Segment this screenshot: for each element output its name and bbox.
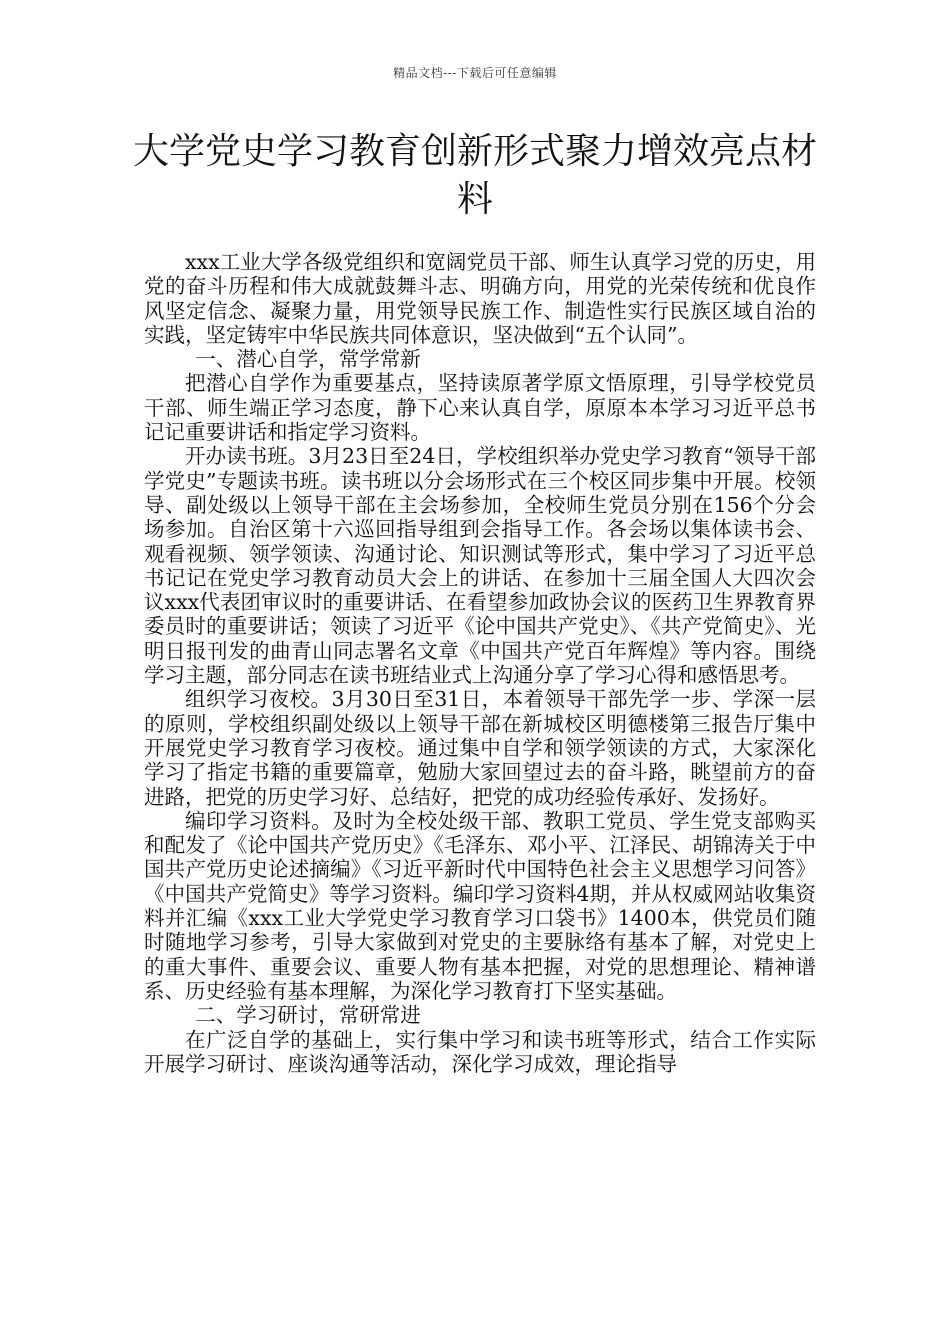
document-title: 大学党史学习教育创新形式聚力增效亮点材料 — [132, 131, 817, 220]
paragraph-intro: xxx工业大学各级党组织和宽阔党员干部、师生认真学习党的历史，用党的奋斗历程和伟大成就鼓舞斗志、明确方向，用党的光荣传统和优良作风坚定信念、凝聚力量，用党领导民族工作、制造性实行民族区域自治的实践，坚定铸牢中华民族共同体意识，坚决做到“五个认同”。 — [144, 250, 816, 347]
header-note: 精品文档---下载后可任意编辑 — [393, 66, 557, 80]
paragraph-self-study: 把潜心自学作为重要基点，坚持读原著学原文悟原理，引导学校党员干部、师生端正学习态度，静下心来认真自学，原原本本学习习近平总书记记重要讲话和指定学习资料。 — [144, 371, 816, 445]
section-heading-1: 一、潜心自学，常学常新 — [195, 347, 421, 372]
paragraph-night-school: 组织学习夜校。3月30日至31日，本着领导干部先学一步、学深一层的原则，学校组织副处级以上领导干部在新城校区明德楼第三报告厅集中开展党史学习教育学习夜校。通过集中自学和领学领读的方式，大家深化学习了指定书籍的重要篇章，勉励大家回望过去的奋斗路，眺望前方的奋进路，把党的历史学习好、总结好，把党的成功经验传承好、发扬好。 — [144, 687, 816, 809]
section-heading-2: 二、学习研讨，常研常进 — [195, 1003, 421, 1028]
paragraph-study-materials: 编印学习资料。及时为全校处级干部、教职工党员、学生党支部购买和配发了《论中国共产党历史》《毛泽东、邓小平、江泽民、胡锦涛关于中国共产党历史论述摘编》《习近平新时代中国特色社会主义思想学习问答》《中国共产党简史》等学习资料。编印学习资料4期，并从权威网站收集资料并汇编《xxx工业大学党史学习教育学习口袋书》1400本，供党员们随时随地学习参考，引导大家做到对党史的主要脉络有基本了解，对党史上的重大事件、重要会议、重要人物有基本把握，对党的思想理论、精神谱系、历史经验有基本理解，为深化学习教育打下坚实基础。 — [144, 808, 816, 1003]
document-body — [144, 250, 816, 1076]
paragraph-research: 在广泛自学的基础上，实行集中学习和读书班等形式，结合工作实际开展学习研讨、座谈沟通等活动，深化学习成效，理论指导 — [144, 1027, 816, 1076]
paragraph-reading-class: 开办读书班。3月23日至24日，学校组织举办党史学习教育“领导干部学党史”专题读书班。读书班以分会场形式在三个校区同步集中开展。校领导、副处级以上领导干部在主会场参加，全校师生党员分别在156个分会场参加。自治区第十六巡回指导组到会指导工作。各会场以集体读书会、观看视频、领学领读、沟通讨论、知识测试等形式，集中学习了习近平总书记记在党史学习教育动员大会上的讲话、在参加十三届全国人大四次会议xxx代表团审议时的重要讲话、在看望参加政协会议的医药卫生界教育界委员时的重要讲话；领读了习近平《论中国共产党史》、《共产党简史》、光明日报刊发的曲青山同志署名文章《中国共产党百年辉煌》等内容。围绕学习主题，部分同志在读书班结业式上沟通分享了学习心得和感悟思考。 — [144, 444, 816, 688]
